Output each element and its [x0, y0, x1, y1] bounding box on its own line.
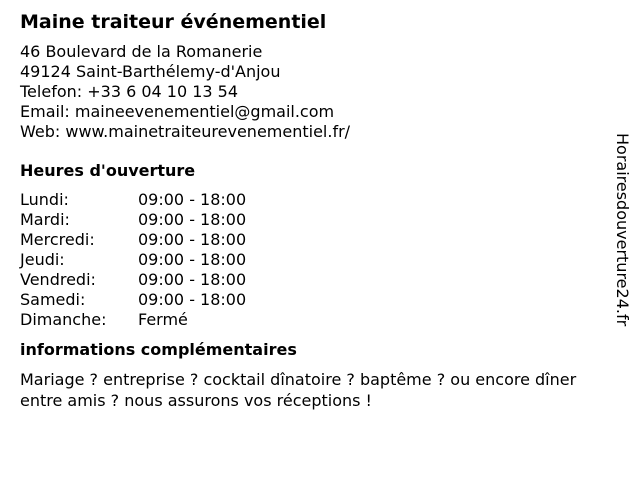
time-value: 09:00 - 18:00 — [138, 250, 247, 269]
time-value: 09:00 - 18:00 — [138, 210, 247, 229]
hours-table — [20, 190, 610, 330]
hours-row-lundi — [20, 190, 610, 210]
email-line: Email: maineevenementiel@gmail.com — [20, 102, 335, 121]
info-heading: informations complémentaires — [20, 340, 297, 359]
time-value: 09:00 - 18:00 — [138, 270, 247, 289]
web-line: Web: www.mainetraiteurevenementiel.fr/ — [20, 122, 351, 141]
info-text: Mariage ? entreprise ? cocktail dînatoire ? baptême ? ou encore dîner entre amis ? nous assurons vos réceptions ! — [20, 370, 577, 410]
hours-row-jeudi — [20, 250, 610, 270]
hours-row-mardi — [20, 210, 610, 230]
day-label: Samedi: — [20, 290, 86, 309]
address-line-2: 49124 Saint-Barthélemy-d'Anjou — [20, 62, 281, 81]
address-line-1: 46 Boulevard de la Romanerie — [20, 42, 263, 61]
day-label: Jeudi: — [20, 250, 65, 269]
business-card — [20, 10, 610, 411]
day-label: Lundi: — [20, 190, 69, 209]
hours-row-mercredi — [20, 230, 610, 250]
day-label: Vendredi: — [20, 270, 96, 289]
day-label: Mercredi: — [20, 230, 95, 249]
time-value: 09:00 - 18:00 — [138, 290, 247, 309]
day-label: Mardi: — [20, 210, 70, 229]
hours-row-dimanche — [20, 310, 610, 330]
time-value: Fermé — [138, 310, 188, 329]
site-watermark: Horairesdouverture24.fr — [613, 133, 632, 327]
hours-heading: Heures d'ouverture — [20, 161, 196, 180]
day-label: Dimanche: — [20, 310, 107, 329]
hours-row-vendredi — [20, 270, 610, 290]
time-value: 09:00 - 18:00 — [138, 190, 247, 209]
business-name: Maine traiteur événementiel — [20, 11, 327, 33]
phone-line: Telefon: +33 6 04 10 13 54 — [20, 82, 239, 101]
time-value: 09:00 - 18:00 — [138, 230, 247, 249]
hours-row-samedi — [20, 290, 610, 310]
